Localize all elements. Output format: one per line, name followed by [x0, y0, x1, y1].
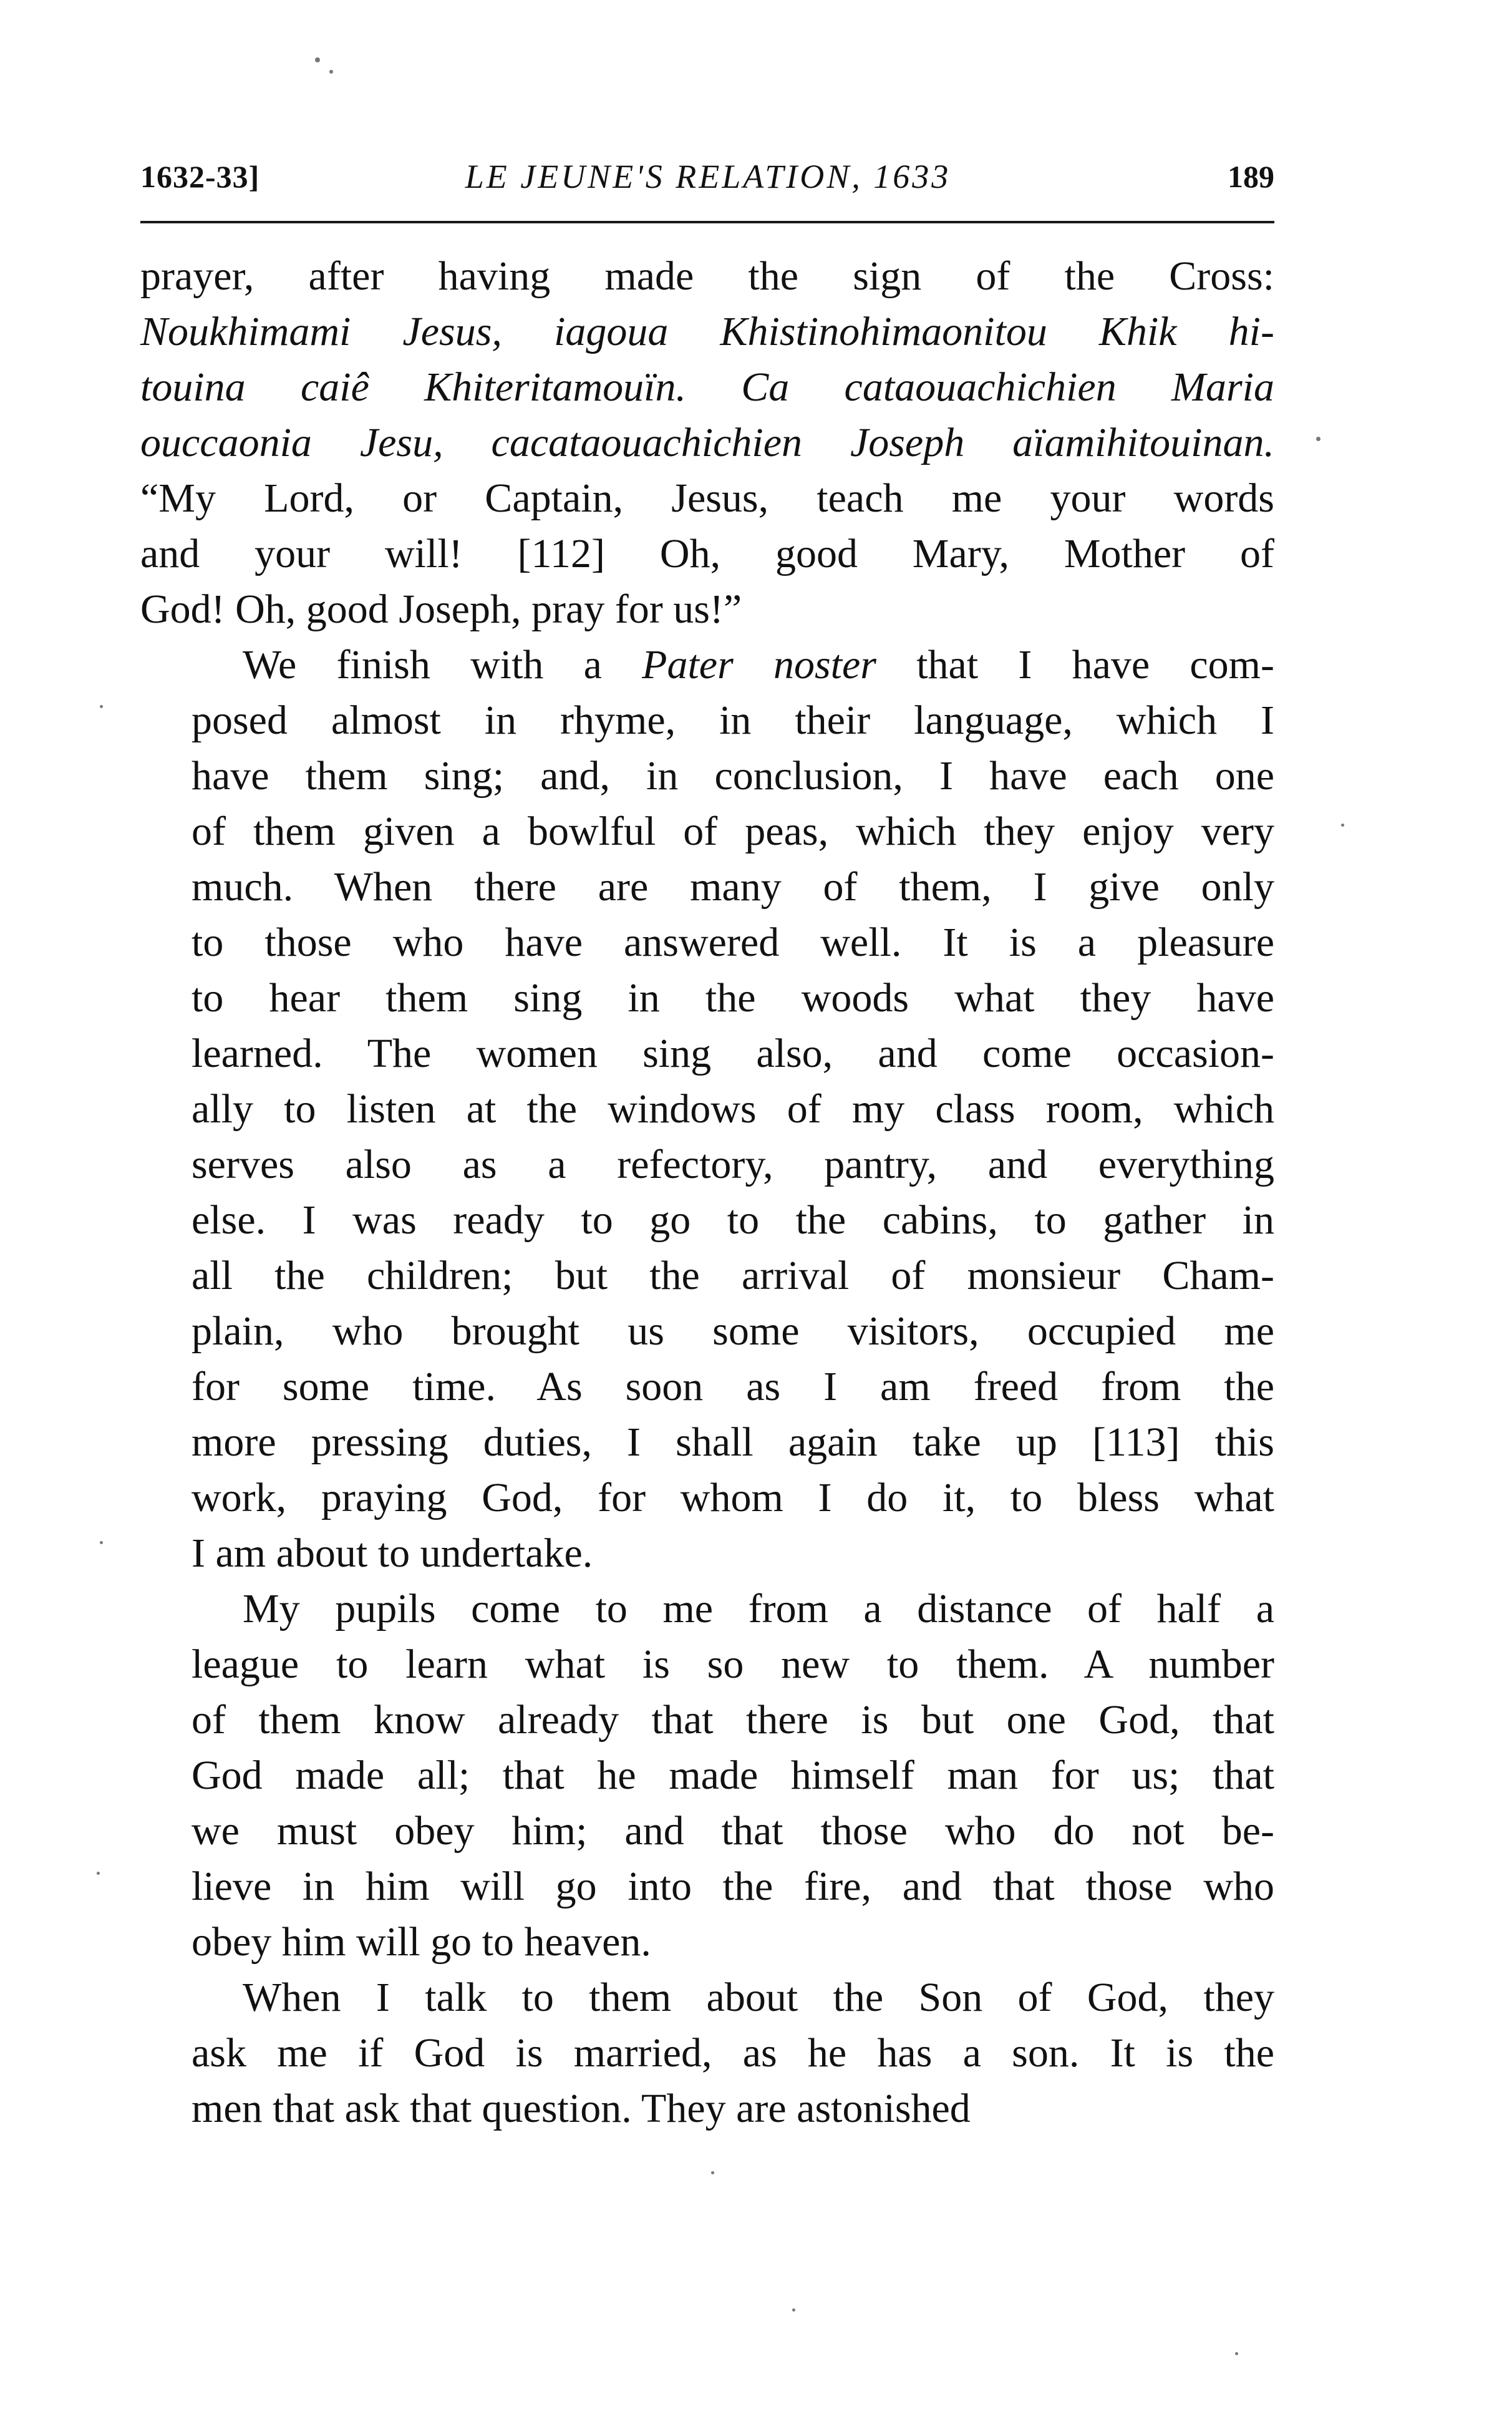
scan-speck: [792, 2308, 795, 2312]
text-line: [140, 1803, 1274, 1859]
body-text: [140, 248, 1274, 2136]
text-segment: to those who have answered well. It is a pleasure: [191, 920, 1274, 965]
text-line: [140, 1859, 1274, 1914]
text-line: [140, 1470, 1274, 1525]
text-line: [140, 2025, 1274, 2081]
italic-text: touina caiê Khiteritamouïn. Ca cataouachichien Maria: [140, 364, 1274, 410]
text-line: [140, 1525, 1274, 1581]
text-line: [140, 804, 1274, 859]
text-line: [140, 359, 1274, 415]
text-line: [140, 970, 1274, 1026]
text-segment: prayer, after having made the sign of the Cross:: [140, 253, 1274, 299]
paragraph: [140, 1581, 1274, 1970]
italic-text: Pater noster: [642, 642, 876, 688]
scan-speck: [315, 57, 320, 62]
text-segment: to hear them sing in the woods what they have: [191, 975, 1274, 1021]
text-line: [140, 1581, 1274, 1636]
scan-speck: [329, 70, 333, 74]
text-line: [140, 1137, 1274, 1192]
text-line: [140, 304, 1274, 359]
text-segment: ask me if God is married, as he has a son. It is the: [191, 2030, 1274, 2076]
text-line: [140, 415, 1274, 470]
text-segment: We finish with a: [243, 642, 642, 688]
text-segment: My pupils come to me from a distance of half a: [243, 1586, 1274, 1632]
text-line: [140, 637, 1274, 693]
text-line: [140, 859, 1274, 915]
header-rule: [140, 221, 1274, 223]
text-line: [140, 2081, 1274, 2136]
text-line: [140, 1026, 1274, 1081]
text-line: [140, 581, 1274, 637]
text-line: [140, 748, 1274, 804]
text-line: [140, 470, 1274, 526]
scan-speck: [1235, 2352, 1238, 2355]
text-line: [140, 1192, 1274, 1248]
text-line: [140, 248, 1274, 304]
paragraph: [140, 637, 1274, 1581]
text-segment: When I talk to them about the Son of God, they: [243, 1975, 1274, 2020]
scan-speck: [100, 1541, 103, 1544]
text-line: [140, 1303, 1274, 1359]
text-segment: lieve in him will go into the fire, and that those who: [191, 1864, 1274, 1909]
paragraph: [140, 248, 1274, 637]
text-line: [140, 526, 1274, 581]
text-line: [140, 915, 1274, 970]
text-segment: and your will! [112] Oh, good Mary, Mother of: [140, 531, 1274, 576]
text-segment: league to learn what is so new to them. A number: [191, 1641, 1274, 1687]
italic-text: ouccaonia Jesu, cacataouachichien Joseph aïamihitouinan.: [140, 420, 1274, 465]
text-line: [140, 1359, 1274, 1414]
text-segment: plain, who brought us some visitors, occupied me: [191, 1308, 1274, 1354]
paragraph: [140, 1970, 1274, 2136]
text-segment: learned. The women sing also, and come occasion-: [191, 1031, 1274, 1076]
text-line: [140, 1414, 1274, 1470]
text-segment: have them sing; and, in conclusion, I have each one: [191, 753, 1274, 799]
scan-speck: [711, 2171, 714, 2174]
text-line: [140, 693, 1274, 748]
text-segment: all the children; but the arrival of monsieur Cham-: [191, 1253, 1274, 1298]
text-segment: of them know already that there is but one God, that: [191, 1697, 1274, 1743]
text-line: [140, 1081, 1274, 1137]
text-segment: God! Oh, good Joseph, pray for us!”: [140, 586, 742, 632]
text-segment: more pressing duties, I shall again take up [113] this: [191, 1419, 1274, 1465]
text-segment: for some time. As soon as I am freed from the: [191, 1364, 1274, 1409]
text-line: [140, 1748, 1274, 1803]
text-line: [140, 1692, 1274, 1748]
page-number: 189: [1228, 159, 1274, 194]
text-segment: posed almost in rhyme, in their language, which I: [191, 698, 1274, 743]
text-segment: I am about to undertake.: [191, 1530, 593, 1576]
text-segment: we must obey him; and that those who do not be-: [191, 1808, 1274, 1854]
text-line: [140, 1970, 1274, 2025]
text-segment: men that ask that question. They are astonished: [191, 2086, 971, 2131]
text-segment: that I have com-: [876, 642, 1274, 688]
running-head-title: LE JEUNE'S RELATION, 1633: [465, 158, 951, 195]
scan-speck: [100, 705, 103, 708]
text-line: [140, 1248, 1274, 1303]
text-segment: God made all; that he made himself man for us; that: [191, 1753, 1274, 1798]
running-head-years: 1632-33]: [140, 159, 260, 194]
text-segment: obey him will go to heaven.: [191, 1919, 651, 1965]
text-segment: else. I was ready to go to the cabins, to gather in: [191, 1197, 1274, 1243]
scan-speck: [1341, 824, 1344, 827]
text-segment: much. When there are many of them, I give only: [191, 864, 1274, 910]
running-head: [140, 155, 1274, 198]
text-segment: ally to listen at the windows of my class room, which: [191, 1086, 1274, 1132]
text-segment: “My Lord, or Captain, Jesus, teach me your words: [140, 475, 1274, 521]
text-segment: serves also as a refectory, pantry, and everything: [191, 1142, 1274, 1187]
italic-text: Noukhimami Jesus, iagoua Khistinohimaonitou Khik hi-: [140, 309, 1274, 354]
scan-speck: [1316, 437, 1321, 441]
text-line: [140, 1636, 1274, 1692]
text-segment: of them given a bowlful of peas, which they enjoy very: [191, 809, 1274, 854]
text-line: [140, 1914, 1274, 1970]
scan-speck: [97, 1872, 100, 1875]
text-segment: work, praying God, for whom I do it, to bless what: [191, 1475, 1274, 1520]
